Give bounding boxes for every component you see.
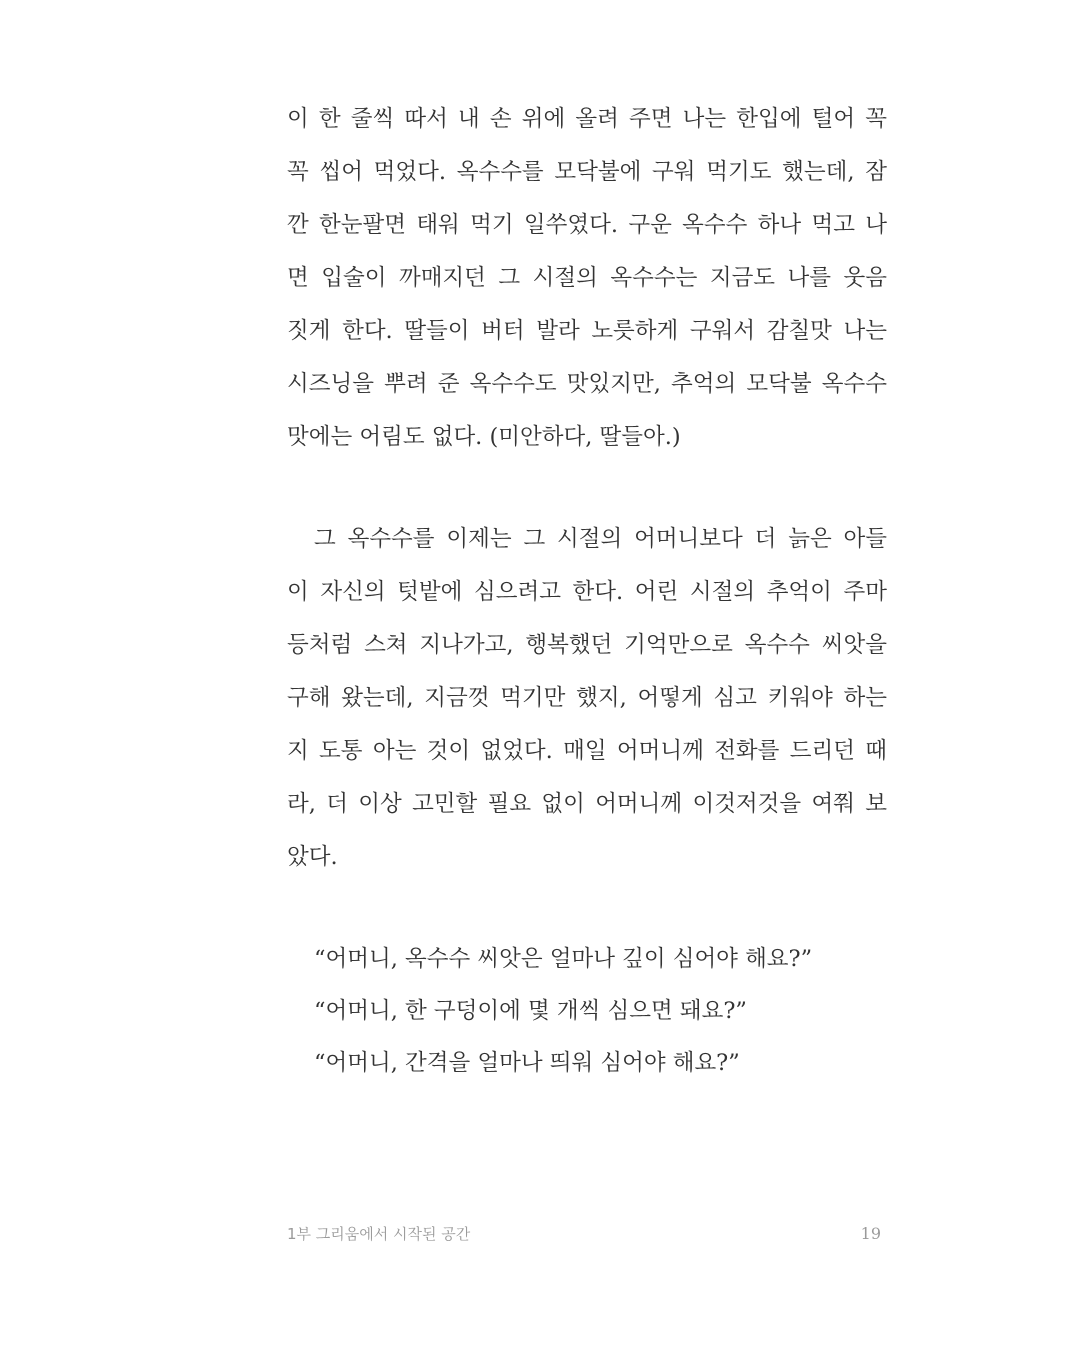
paragraph-line: 짓게 한다. 딸들이 버터 발라 노릇하게 구워서 감칠맛 나는 [287, 318, 887, 344]
dialogue-line: “어머니, 간격을 얼마나 띄워 심어야 해요?” [314, 1050, 740, 1076]
paragraph-line: 맛에는 어림도 없다. (미안하다, 딸들아.) [287, 424, 681, 450]
paragraph-line: 그 옥수수를 이제는 그 시절의 어머니보다 더 늙은 아들 [314, 526, 887, 552]
paragraph-line: 라, 더 이상 고민할 필요 없이 어머니께 이것저것을 여쭤 보 [287, 791, 887, 817]
paragraph-line: 이 자신의 텃밭에 심으려고 한다. 어린 시절의 추억이 주마 [287, 579, 887, 605]
dialogue-line: “어머니, 옥수수 씨앗은 얼마나 깊이 심어야 해요?” [314, 946, 813, 972]
paragraph-line: 깐 한눈팔면 태워 먹기 일쑤였다. 구운 옥수수 하나 먹고 나 [287, 212, 887, 238]
paragraph-line: 이 한 줄씩 따서 내 손 위에 올려 주면 나는 한입에 털어 꼭 [287, 106, 887, 132]
running-footer-section-title: 1부 그리움에서 시작된 공간 [287, 1225, 471, 1243]
dialogue-line: “어머니, 한 구덩이에 몇 개씩 심으면 돼요?” [314, 998, 747, 1024]
paragraph-line: 등처럼 스쳐 지나가고, 행복했던 기억만으로 옥수수 씨앗을 [287, 632, 887, 658]
paragraph-line: 꼭 씹어 먹었다. 옥수수를 모닥불에 구워 먹기도 했는데, 잠 [287, 159, 887, 185]
paragraph-line: 았다. [287, 844, 338, 870]
paragraph-line: 구해 왔는데, 지금껏 먹기만 했지, 어떻게 심고 키워야 하는 [287, 685, 887, 711]
page-number: 19 [860, 1224, 881, 1243]
paragraph-line: 면 입술이 까매지던 그 시절의 옥수수는 지금도 나를 웃음 [287, 265, 887, 291]
paragraph-line: 시즈닝을 뿌려 준 옥수수도 맛있지만, 추억의 모닥불 옥수수 [287, 371, 887, 397]
paragraph-line: 지 도통 아는 것이 없었다. 매일 어머니께 전화를 드리던 때 [287, 738, 887, 764]
